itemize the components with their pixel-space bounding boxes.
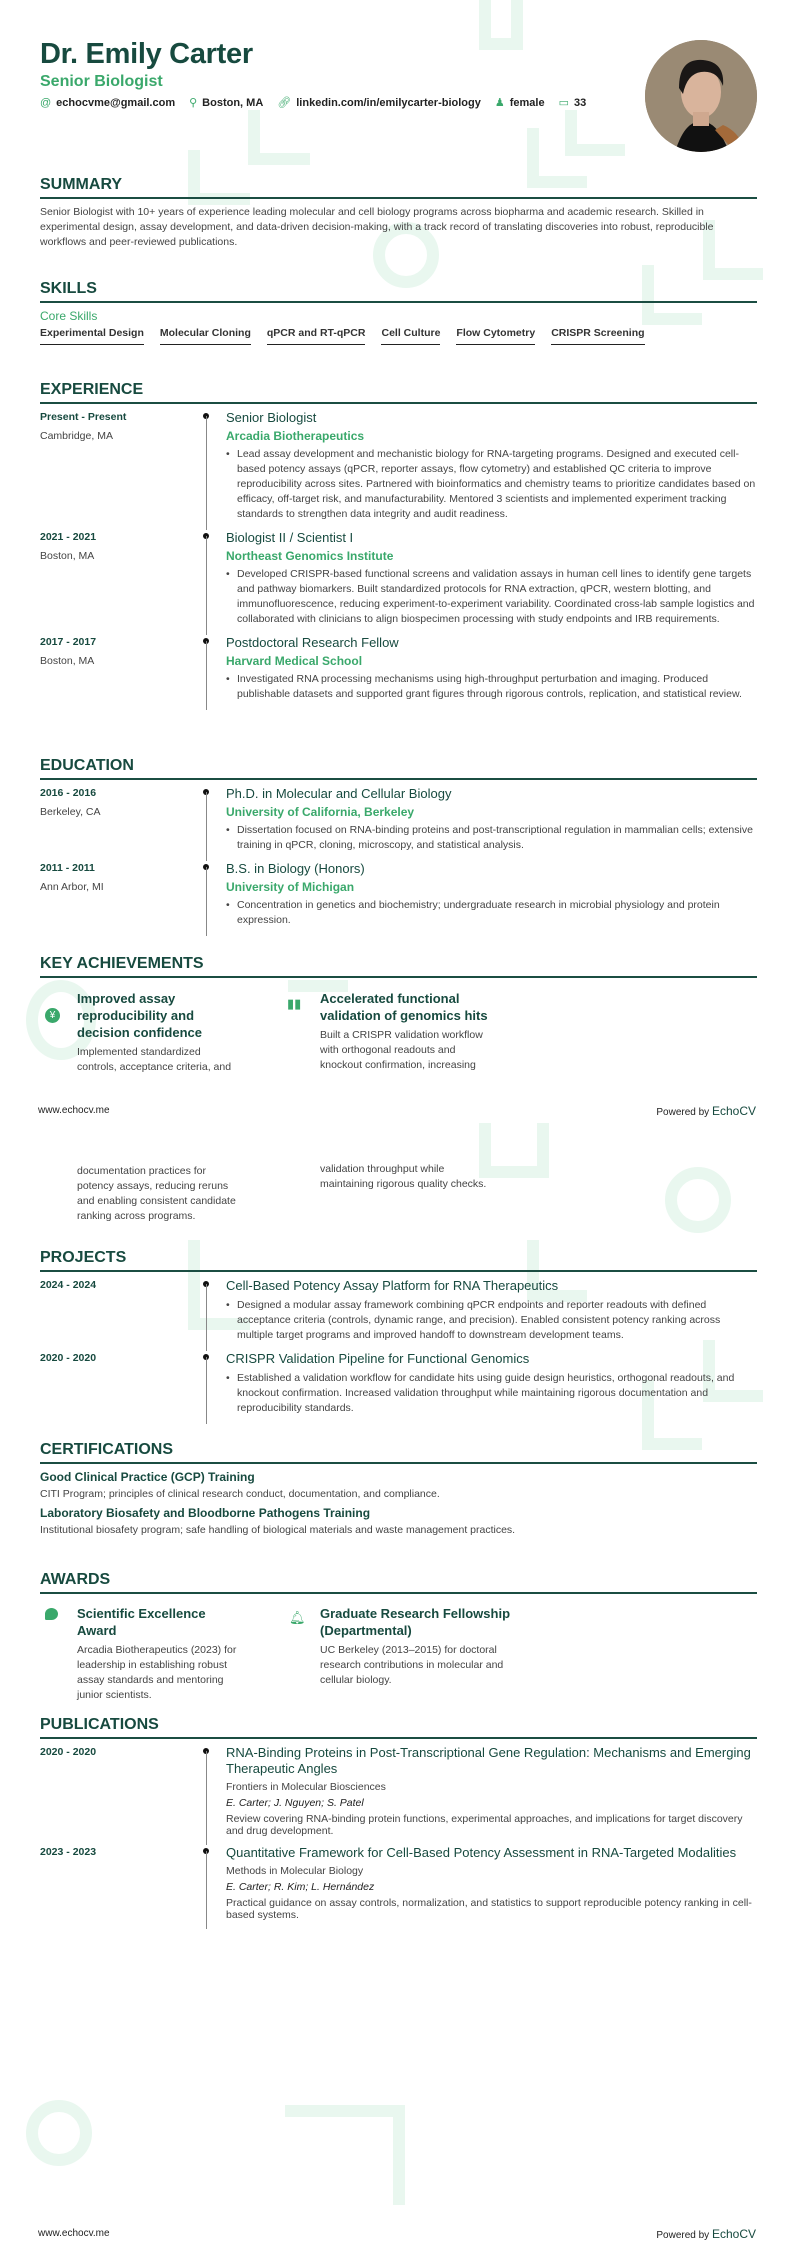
date-column xyxy=(40,861,206,936)
timeline-entry xyxy=(40,786,757,861)
section-heading: KEY ACHIEVEMENTS xyxy=(40,955,757,978)
achievement-item-continued xyxy=(77,1160,237,1224)
publication-venue: Methods in Molecular Biology xyxy=(226,1865,364,1877)
entry-date: 2023 - 2023 xyxy=(40,1846,97,1858)
timeline-marker xyxy=(206,635,226,710)
watermark-shape xyxy=(248,110,310,165)
timeline-line xyxy=(206,1357,207,1424)
education-section xyxy=(40,757,757,936)
entry-location: Ann Arbor, MI xyxy=(40,881,104,893)
entry-location: Boston, MA xyxy=(40,655,95,667)
entry-title: B.S. in Biology (Honors) xyxy=(226,861,365,876)
summary-section xyxy=(40,176,757,250)
entry-organization: Arcadia Biotherapeutics xyxy=(226,429,365,443)
entry-bullet: • Developed CRISPR-based functional screens and validation assays in human cell lines to identify gene targets and pathway biomarkers. Built standardized protocols for RNA extraction, qPCR, western blotting, and immunofluorescence, reducing experiment-to-experiment variability. Coordinated cross-lab sample logistics and collaborated with clinicians to align biospecimen processing with study endpoints and IRB requirements. xyxy=(226,567,757,627)
date-column xyxy=(40,1278,206,1351)
entry-bullet: • Concentration in genetics and biochemistry; undergraduate research in microbial physiology and protein expression. xyxy=(226,898,757,928)
entry-date: Present - Present xyxy=(40,411,127,423)
entry-content xyxy=(226,530,757,635)
entry-bullet: • Dissertation focused on RNA-binding proteins and post-transcriptional regulation in mammalian cells; extensive training in qPCR, cloning, microscopy, and statistical analysis. xyxy=(226,823,757,853)
timeline-entry xyxy=(40,861,757,936)
achievement-title: Accelerated functional validation of genomics hits xyxy=(320,991,488,1023)
timeline-line xyxy=(206,1751,207,1845)
timeline-line xyxy=(206,867,207,936)
section-heading: CERTIFICATIONS xyxy=(40,1441,757,1464)
section-heading: EXPERIENCE xyxy=(40,381,757,404)
certification-desc: CITI Program; principles of clinical research conduct, documentation, and compliance. xyxy=(40,1488,440,1500)
date-column xyxy=(40,530,206,635)
timeline-marker xyxy=(206,410,226,530)
entry-location: Berkeley, CA xyxy=(40,806,101,818)
achievement-item xyxy=(77,990,237,1075)
watermark-shape xyxy=(285,2105,405,2205)
contact-location xyxy=(189,96,263,109)
timeline-entry xyxy=(40,1745,757,1845)
entry-bullet: • Established a validation workflow for candidate hits using guide design heuristics, orthogonal readouts, and knockout confirmation. Increased validation throughput while maintaining rigorous documentation and reproducibility standards. xyxy=(226,1371,757,1416)
watermark-shape xyxy=(26,2100,92,2166)
entry-title: Biologist II / Scientist I xyxy=(226,530,354,545)
contact-info xyxy=(40,96,586,109)
entry-content xyxy=(226,410,757,530)
date-column xyxy=(40,786,206,861)
skill-group-label: Core Skills xyxy=(40,309,98,323)
timeline-marker xyxy=(206,861,226,936)
entry-content xyxy=(226,861,757,936)
achievement-desc: Implemented standardized controls, acceptance criteria, and xyxy=(77,1046,232,1073)
email-text: echocvme@gmail.com xyxy=(56,96,176,109)
entry-organization: University of Michigan xyxy=(226,880,355,894)
entry-organization: Harvard Medical School xyxy=(226,654,363,668)
entry-title: Postdoctoral Research Fellow xyxy=(226,635,399,650)
watermark-shape xyxy=(479,0,523,50)
timeline-marker xyxy=(206,786,226,861)
candidate-title: Senior Biologist xyxy=(40,73,163,90)
achievement-desc: Built a CRISPR validation workflow with orthogonal readouts and knockout confirmation, increasing xyxy=(320,1029,483,1071)
timeline-marker xyxy=(206,1278,226,1351)
section-heading: SKILLS xyxy=(40,280,757,303)
experience-section xyxy=(40,381,757,710)
publications-section xyxy=(40,1716,757,1929)
achievement-desc: documentation practices for potency assays, reducing reruns and enabling consistent candidate ranking across programs. xyxy=(77,1165,236,1222)
contact-age xyxy=(559,96,587,109)
footer-site-link[interactable]: www.echocv.me xyxy=(38,1105,110,1116)
skill-chip: qPCR and RT-qPCR xyxy=(267,327,366,345)
date-column xyxy=(40,410,206,530)
calendar-icon: ▭ xyxy=(558,97,569,109)
date-column xyxy=(40,1351,206,1424)
entry-date: 2020 - 2020 xyxy=(40,1746,97,1758)
contact-email[interactable] xyxy=(40,97,175,109)
brand-name: EchoCV xyxy=(711,2227,756,2241)
powered-label: Powered by xyxy=(656,1107,710,1118)
skill-list xyxy=(40,327,757,345)
bell-icon: 🔔︎ xyxy=(289,1610,306,1625)
at-icon: @ xyxy=(40,96,52,109)
timeline-entry xyxy=(40,1278,757,1351)
watermark-shape xyxy=(665,1167,731,1233)
timeline-marker xyxy=(206,530,226,635)
projects-list xyxy=(40,1278,757,1424)
entry-date: 2011 - 2011 xyxy=(40,862,95,874)
education-list xyxy=(40,786,757,936)
award-title: Scientific Excellence Award xyxy=(77,1606,206,1638)
linkedin-text: linkedin.com/in/emilycarter-biology xyxy=(296,97,481,109)
timeline-entry xyxy=(40,410,757,530)
entry-content xyxy=(226,1845,757,1929)
date-column xyxy=(40,1845,206,1929)
timeline-entry xyxy=(40,1845,757,1929)
location-text: Boston, MA xyxy=(202,97,264,109)
yen-coin-icon: ¥ xyxy=(45,1008,60,1023)
certification-title: Good Clinical Practice (GCP) Training xyxy=(40,1470,255,1484)
entry-bullet: • Designed a modular assay framework combining qPCR endpoints and reporter readouts with defined acceptance criteria (controls, dynamic range, and precision). Enabled consistent potency ranking across multiple target programs and improved handoff to downstream development teams. xyxy=(226,1298,757,1343)
timeline-entry xyxy=(40,1351,757,1424)
profile-photo xyxy=(645,40,757,152)
timeline-entry xyxy=(40,530,757,635)
section-heading: PROJECTS xyxy=(40,1249,757,1272)
projects-section xyxy=(40,1249,757,1424)
publication-authors: E. Carter; R. Kim; L. Hernández xyxy=(226,1881,375,1893)
entry-bullet: • Investigated RNA processing mechanisms using high-throughput perturbation and imaging. Produced publishable datasets and supported grant figures through rigorous controls, replication, and statistical review. xyxy=(226,672,757,702)
publications-list xyxy=(40,1745,757,1929)
skill-chip: Molecular Cloning xyxy=(160,327,251,345)
entry-content xyxy=(226,1278,757,1351)
link-icon: 🔗︎ xyxy=(277,97,292,109)
date-column xyxy=(40,1745,206,1845)
award-desc: UC Berkeley (2013–2015) for doctoral research contributions in molecular and cellular biology. xyxy=(320,1644,504,1686)
timeline-line xyxy=(206,416,207,530)
timeline-line xyxy=(206,792,207,861)
awards-section xyxy=(40,1571,757,1600)
skill-chip: Experimental Design xyxy=(40,327,144,345)
location-icon: ⚲ xyxy=(189,97,198,109)
achievement-title: Improved assay reproducibility and decision confidence xyxy=(77,991,202,1040)
skill-chip: Cell Culture xyxy=(381,327,440,345)
skill-chip: CRISPR Screening xyxy=(551,327,644,345)
achievement-desc: validation throughput while maintaining rigorous quality checks. xyxy=(320,1163,487,1190)
entry-bullet: • Lead assay development and mechanistic biology for RNA-targeting programs. Designed and executed cell-based potency assays (qPCR, reporter assays, flow cytometry) and established QC criteria to improve reproducibility across sites. Partnered with bioinformatics and chemistry teams to prioritize candidates based on efficacy, off-target risk, and manufacturability. Mentored 3 scientists and implemented experiment tracking standards to strengthen data integrity and audit readiness. xyxy=(226,447,757,522)
certifications-section xyxy=(40,1441,757,1536)
entry-organization: Northeast Genomics Institute xyxy=(226,549,394,563)
award-item xyxy=(320,1605,510,1688)
section-heading: SUMMARY xyxy=(40,176,757,199)
section-heading: EDUCATION xyxy=(40,757,757,780)
section-heading: PUBLICATIONS xyxy=(40,1716,757,1739)
timeline-marker xyxy=(206,1745,226,1845)
age-text: 33 xyxy=(574,97,587,109)
gender-text: female xyxy=(509,97,545,109)
skill-chip: Flow Cytometry xyxy=(456,327,535,345)
entry-content xyxy=(226,1351,757,1424)
section-heading: AWARDS xyxy=(40,1571,757,1594)
footer-site-link[interactable]: www.echocv.me xyxy=(38,2228,110,2239)
entry-title: Senior Biologist xyxy=(226,410,317,425)
entry-title: RNA-Binding Proteins in Post-Transcriptional Gene Regulation: Mechanisms and Emerging Therapeutic Angles xyxy=(226,1745,751,1776)
entry-date: 2021 - 2021 xyxy=(40,531,97,543)
award-title: Graduate Research Fellowship (Departmental) xyxy=(320,1606,511,1638)
certification-desc: Institutional biosafety program; safe handling of biological materials and waste management practices. xyxy=(40,1524,516,1536)
entry-title: Quantitative Framework for Cell-Based Potency Assessment in RNA-Targeted Modalities xyxy=(226,1845,737,1860)
contact-linkedin[interactable] xyxy=(277,96,481,109)
entry-content xyxy=(226,635,757,710)
date-column xyxy=(40,635,206,710)
timeline-marker xyxy=(206,1351,226,1424)
footer-powered xyxy=(656,2227,756,2241)
contact-gender xyxy=(495,96,545,109)
person-icon: ♟ xyxy=(494,97,505,109)
achievement-item xyxy=(320,990,500,1073)
publication-desc: Review covering RNA-binding protein functions, experimental approaches, and implications for target discovery and drug development. xyxy=(226,1813,743,1837)
brand-name: EchoCV xyxy=(711,1104,756,1118)
experience-list xyxy=(40,410,757,710)
achievement-item-continued xyxy=(320,1158,500,1192)
certification-title: Laboratory Biosafety and Bloodborne Pathogens Training xyxy=(40,1506,371,1520)
entry-date: 2020 - 2020 xyxy=(40,1352,97,1364)
timeline-line xyxy=(206,1284,207,1351)
entry-date: 2016 - 2016 xyxy=(40,787,97,799)
entry-date: 2017 - 2017 xyxy=(40,636,97,648)
timeline-line xyxy=(206,536,207,635)
publication-desc: Practical guidance on assay controls, normalization, and statistics to support reproducible potency ranking in cell-based systems. xyxy=(226,1897,752,1921)
timeline-line xyxy=(206,1851,207,1929)
book-icon: ▮▮ xyxy=(287,996,302,1011)
candidate-name: Dr. Emily Carter xyxy=(40,38,253,70)
entry-location: Boston, MA xyxy=(40,550,95,562)
timeline-marker xyxy=(206,1845,226,1929)
entry-content xyxy=(226,786,757,861)
entry-date: 2024 - 2024 xyxy=(40,1279,97,1291)
award-item xyxy=(77,1605,242,1703)
entry-organization: University of California, Berkeley xyxy=(226,805,415,819)
achievements-section xyxy=(40,955,757,984)
entry-content xyxy=(226,1745,757,1845)
publication-authors: E. Carter; J. Nguyen; S. Patel xyxy=(226,1797,364,1809)
skills-section xyxy=(40,280,757,345)
chat-bubble-icon xyxy=(45,1608,58,1620)
entry-title: Cell-Based Potency Assay Platform for RNA Therapeutics xyxy=(226,1278,559,1293)
footer-powered xyxy=(656,1104,756,1118)
publication-venue: Frontiers in Molecular Biosciences xyxy=(226,1781,386,1793)
timeline-line xyxy=(206,641,207,710)
entry-title: CRISPR Validation Pipeline for Functional Genomics xyxy=(226,1351,530,1366)
entry-location: Cambridge, MA xyxy=(40,430,113,442)
powered-label: Powered by xyxy=(656,2230,710,2241)
award-desc: Arcadia Biotherapeutics (2023) for leadership in establishing robust assay standards and mentoring junior scientists. xyxy=(77,1644,237,1701)
entry-title: Ph.D. in Molecular and Cellular Biology xyxy=(226,786,452,801)
timeline-entry xyxy=(40,635,757,710)
summary-text: Senior Biologist with 10+ years of experience leading molecular and cell biology programs across biopharma and academic research. Skilled in experimental design, assay development, and data-driven decision-making, with a track record of translating discoveries into robust, reproducible workflows and peer-reviewed publications. xyxy=(40,206,714,248)
